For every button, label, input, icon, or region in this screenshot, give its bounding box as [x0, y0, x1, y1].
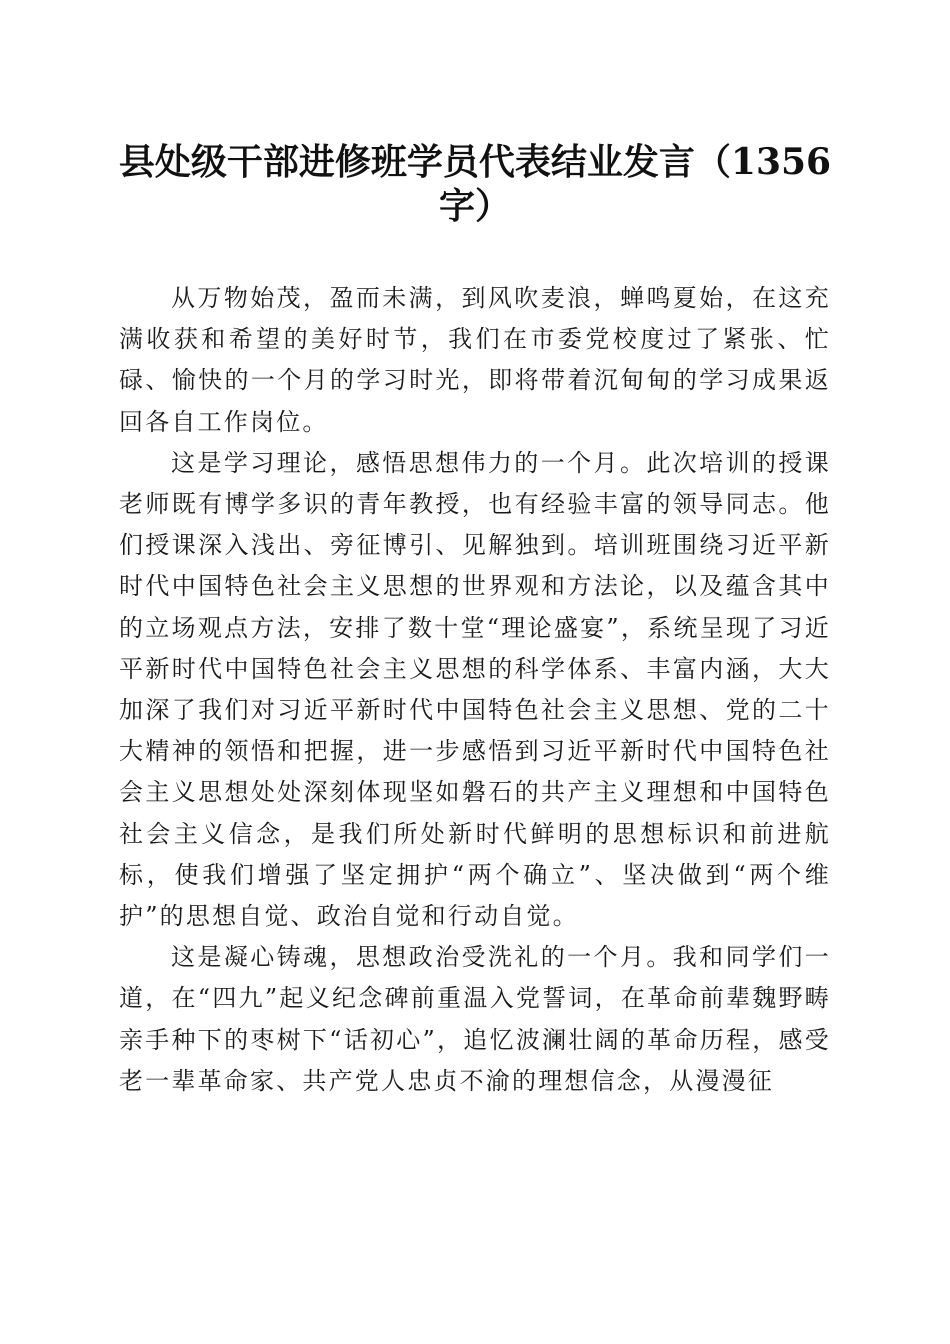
- paragraph: 这是凝心铸魂，思想政治受洗礼的一个月。我和同学们一道，在“四九”起义纪念碑前重温入党誓词，在革命前辈魏野畴亲手种下的枣树下“话初心”，追忆波澜壮阔的革命历程，感受老一辈革命家、共产党人忠贞不渝的理想信念，从漫漫征: [119, 943, 831, 1095]
- paragraph: 从万物始茂，盈而未满，到风吹麦浪，蝉鸣夏始，在这充满收获和希望的美好时节，我们在市委党校度过了紧张、忙碌、愉快的一个月的学习时光，即将带着沉甸甸的学习成果返回各自工作岗位。: [119, 284, 831, 436]
- document-title: 县处级干部进修班学员代表结业发言（1356字）: [118, 141, 832, 227]
- paragraph: 这是学习理论，感悟思想伟力的一个月。此次培训的授课老师既有博学多识的青年教授，也有经验丰富的领导同志。他们授课深入浅出、旁征博引、见解独到。培训班围绕习近平新时代中国特色社会主义思想的世界观和方法论，以及蕴含其中的立场观点方法，安排了数十堂“理论盛宴”，系统呈现了习近平新时代中国特色社会主义思想的科学体系、丰富内涵，大大加深了我们对习近平新时代中国特色社会主义思想、党的二十大精神的领悟和把握，进一步感悟到习近平新时代中国特色社会主义思想处处深刻体现坚如磐石的共产主义理想和中国特色社会主义信念，是我们所处新时代鲜明的思想标识和前进航标，使我们增强了坚定拥护“两个确立”、坚决做到“两个维护”的思想自觉、政治自觉和行动自觉。: [119, 448, 831, 931]
- document-body: [119, 278, 831, 1102]
